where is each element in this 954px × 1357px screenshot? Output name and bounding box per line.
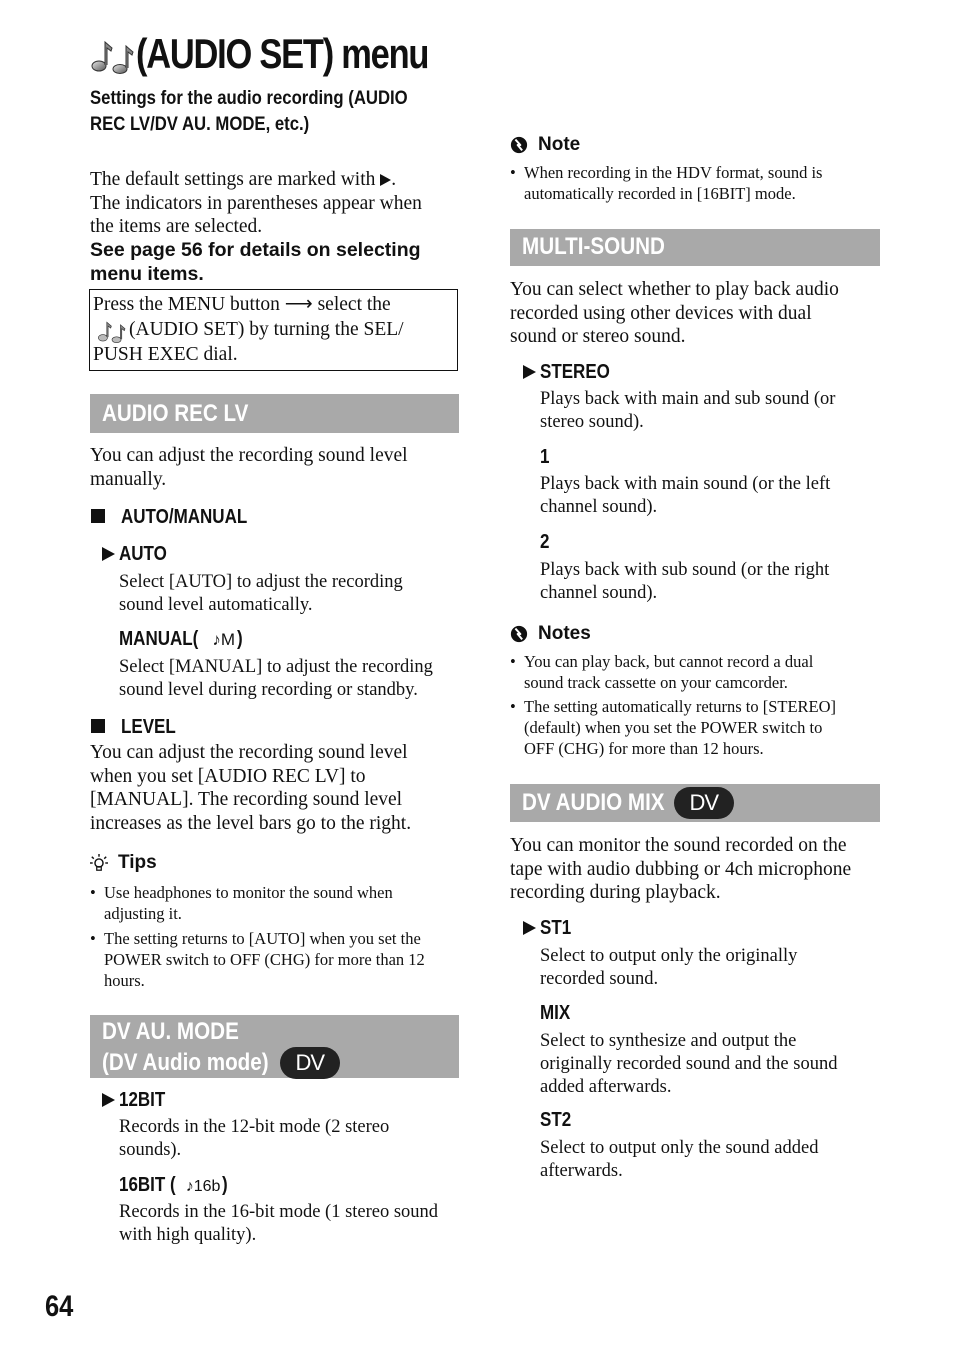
desc-line: stereo sound).	[540, 412, 644, 432]
desc-line: sound level automatically.	[119, 595, 313, 615]
desc-line: Select to output only the sound added	[540, 1138, 819, 1158]
audio-rec-lv-desc	[90, 444, 470, 491]
menu-box-line: (AUDIO SET) by turning the SEL/	[129, 318, 404, 340]
option-stereo	[523, 361, 622, 384]
desc-line: sounds).	[119, 1140, 182, 1160]
note-line: • The setting automatically returns to [STEREO]	[524, 697, 837, 716]
desc-line: Plays back with sub sound (or the right	[540, 560, 830, 580]
section-dv-audio-mix	[510, 784, 880, 822]
option-label-end: )	[236, 628, 243, 650]
notes-heading	[510, 623, 591, 645]
option-label-end: )	[222, 1174, 229, 1196]
page-title	[90, 30, 492, 78]
intro-line: The default settings are marked with	[90, 169, 381, 190]
desc-line: manually.	[90, 468, 167, 490]
desc-line: Records in the 12-bit mode (2 stereo	[119, 1117, 390, 1137]
list-item	[510, 651, 890, 693]
intro-line: The indicators in parentheses appear when	[90, 192, 422, 214]
notes-icon	[90, 34, 136, 74]
section-audio-rec-lv	[90, 394, 459, 433]
desc-line: channel sound).	[540, 583, 658, 603]
option-manual-desc	[119, 656, 469, 702]
heading-label: LEVEL	[121, 716, 176, 738]
note-line: • When recording in the HDV format, sound is	[524, 163, 823, 182]
subtitle-line: REC LV/DV AU. MODE, etc.)	[90, 114, 310, 135]
option-st2-desc	[540, 1137, 890, 1183]
option-mix-desc	[540, 1030, 890, 1099]
tips-heading	[90, 852, 157, 874]
default-marker-icon	[523, 921, 536, 935]
option-label: ST1	[540, 917, 572, 939]
list-item	[90, 928, 470, 991]
square-bullet-icon	[91, 719, 105, 733]
arrow-right-icon: ⟶	[284, 294, 313, 315]
subtitle-line: Settings for the audio recording (AUDIO	[90, 88, 408, 109]
tip-line: hours.	[104, 971, 145, 990]
desc-line: recorded sound.	[540, 969, 659, 989]
desc-line: You can select whether to play back audio	[510, 279, 839, 300]
desc-line: tape with audio dubbing or 4ch microphone	[510, 858, 852, 880]
desc-line: added afterwards.	[540, 1077, 672, 1097]
default-marker-icon	[523, 365, 536, 379]
tip-line: • Use headphones to monitor the sound when	[104, 883, 393, 902]
manual-indicator-icon: ♪M	[212, 630, 235, 649]
tip-line: adjusting it.	[104, 904, 182, 923]
option-1	[540, 446, 551, 469]
note-line: sound track cassette on your camcorder.	[524, 673, 788, 692]
option-16bit-desc	[119, 1201, 469, 1247]
list-item	[510, 162, 890, 204]
desc-line: You can adjust the recording sound level	[90, 742, 408, 763]
tip-line: POWER switch to OFF (CHG) for more than 12	[104, 950, 425, 969]
section-heading: MULTI-SOUND	[522, 233, 665, 260]
section-dv-au-mode	[90, 1015, 459, 1078]
default-marker-icon	[380, 174, 391, 186]
notes-list	[510, 651, 890, 759]
tip-line: • The setting returns to [AUTO] when you set the	[104, 929, 421, 948]
option-label: 12BIT	[119, 1089, 166, 1111]
desc-line: Select [MANUAL] to adjust the recording	[119, 657, 433, 677]
note-line: • You can play back, but cannot record a dual	[524, 652, 814, 671]
note-label: Note	[538, 134, 581, 155]
note-list	[510, 162, 890, 204]
lightbulb-icon	[90, 854, 108, 872]
desc-line: [MANUAL]. The recording sound level	[90, 789, 403, 810]
desc-line: Records in the 16-bit mode (1 stereo sound	[119, 1202, 439, 1222]
note-line: (default) when you set the POWER switch to	[524, 718, 823, 737]
section-multi-sound	[510, 229, 880, 266]
option-2	[540, 531, 551, 554]
see-page-line: See page 56 for details on selecting	[90, 239, 421, 261]
option-label: STEREO	[540, 361, 610, 383]
desc-line: sound level during recording or standby.	[119, 680, 418, 700]
option-2-desc	[540, 559, 890, 605]
intro-line-end: .	[391, 169, 397, 190]
square-bullet-icon	[91, 509, 105, 523]
intro-text	[90, 168, 470, 239]
list-item	[90, 882, 470, 924]
note-line: OFF (CHG) for more than 12 hours.	[524, 739, 764, 758]
desc-line: Select to synthesize and output the	[540, 1031, 797, 1051]
page-subtitle	[90, 86, 460, 138]
dv-audio-mix-desc	[510, 834, 900, 905]
desc-line: afterwards.	[540, 1161, 623, 1181]
page-number: 64	[45, 1290, 74, 1323]
option-auto	[102, 543, 175, 566]
dv-badge-icon: DV	[280, 1047, 340, 1079]
option-12bit	[102, 1089, 173, 1112]
option-label: MANUAL(	[119, 628, 199, 650]
option-label: ST2	[540, 1109, 572, 1131]
note-heading	[510, 134, 580, 156]
option-mix	[540, 1002, 576, 1025]
caution-icon	[510, 136, 528, 154]
menu-box-line: select the	[312, 294, 391, 315]
menu-box-line: PUSH EXEC dial.	[93, 343, 238, 365]
default-marker-icon	[102, 547, 115, 561]
desc-line: recorded using other devices with dual	[510, 302, 812, 324]
menu-instruction-box	[89, 289, 458, 371]
option-stereo-desc	[540, 388, 890, 434]
option-st2	[540, 1109, 577, 1132]
option-manual	[119, 628, 244, 651]
section-heading: DV AU. MODE	[102, 1018, 239, 1045]
heading-label: AUTO/MANUAL	[121, 506, 248, 528]
desc-line: Plays back with main sound (or the left	[540, 474, 831, 494]
desc-line: with high quality).	[119, 1225, 257, 1245]
desc-line: Plays back with main and sub sound (or	[540, 389, 836, 409]
list-item	[510, 696, 890, 759]
option-12bit-desc	[119, 1116, 469, 1162]
desc-line: channel sound).	[540, 497, 658, 517]
page-title-text: (AUDIO SET) menu	[136, 30, 429, 77]
see-page-note	[90, 238, 470, 286]
notes-icon	[95, 317, 129, 343]
desc-line: originally recorded sound and the sound	[540, 1054, 838, 1074]
option-label: 1	[540, 446, 550, 468]
option-label: MIX	[540, 1002, 571, 1024]
caution-icon	[510, 625, 528, 643]
intro-line: the items are selected.	[90, 216, 263, 237]
option-st1	[523, 917, 577, 940]
option-16bit	[119, 1174, 229, 1197]
section-heading: DV AUDIO MIX	[522, 789, 665, 816]
option-label: AUTO	[119, 543, 167, 565]
option-auto-desc	[119, 571, 469, 617]
desc-line: sound or stereo sound.	[510, 326, 686, 347]
desc-line: recording during playback.	[510, 882, 721, 903]
desc-line: You can monitor the sound recorded on the	[510, 835, 847, 856]
desc-line: when you set [AUDIO REC LV] to	[90, 765, 366, 787]
option-1-desc	[540, 473, 890, 519]
section-heading: (DV Audio mode)	[102, 1049, 269, 1076]
level-heading	[91, 716, 185, 739]
tips-label: Tips	[118, 852, 157, 873]
note-line: automatically recorded in [16BIT] mode.	[524, 184, 796, 203]
16bit-indicator-icon: ♪16b	[185, 1178, 221, 1195]
tips-list	[90, 882, 470, 991]
option-label: 16BIT (	[119, 1174, 176, 1196]
desc-line: Select to output only the originally	[540, 946, 798, 966]
section-heading: AUDIO REC LV	[102, 400, 249, 427]
notes-label: Notes	[538, 623, 591, 644]
level-desc	[90, 741, 470, 835]
multi-sound-desc	[510, 278, 890, 349]
desc-line: You can adjust the recording sound level	[90, 445, 408, 466]
see-page-line: menu items.	[90, 263, 204, 285]
default-marker-icon	[102, 1093, 115, 1107]
dv-badge-icon: DV	[674, 787, 734, 819]
desc-line: Select [AUTO] to adjust the recording	[119, 572, 403, 592]
desc-line: increases as the level bars go to the right.	[90, 812, 412, 834]
option-st1-desc	[540, 945, 890, 991]
menu-box-line: Press the MENU button	[93, 294, 285, 315]
auto-manual-heading	[91, 506, 270, 529]
option-label: 2	[540, 531, 550, 553]
